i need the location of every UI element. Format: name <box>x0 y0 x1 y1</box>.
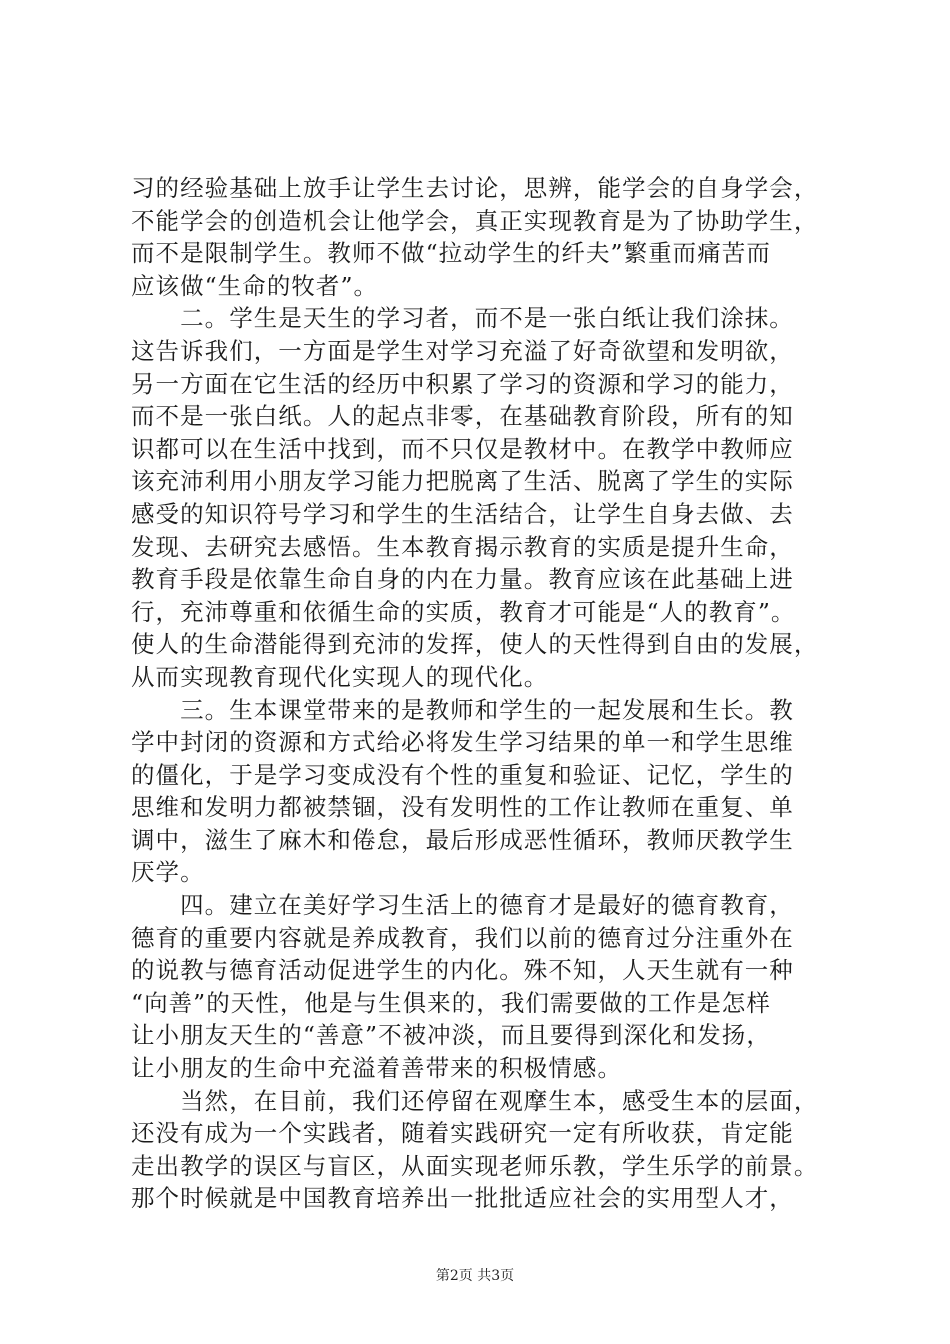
text-line: 从而实现教育现代化实现人的现代化。 <box>131 662 549 691</box>
text-line: 二。学生是天生的学习者，而不是一张白纸让我们涂抹。 <box>131 304 794 333</box>
text-line: 调中，滋生了麻木和倦怠，最后形成恶性循环，教师厌教学生 <box>131 825 794 854</box>
text-line: 当然，在目前，我们还停留在观摩生本，感受生本的层面， <box>131 1086 819 1115</box>
text-line: 让小朋友天生的“善意”不被冲淡，而且要得到深化和发扬， <box>131 1021 771 1050</box>
text-line: 思维和发明力都被禁锢，没有发明性的工作让教师在重复、单 <box>131 793 794 822</box>
text-line: 学中封闭的资源和方式给必将发生学习结果的单一和学生思维 <box>131 728 794 757</box>
text-line: 这告诉我们，一方面是学生对学习充溢了好奇欲望和发明欲， <box>131 336 794 365</box>
text-line: 而不是一张白纸。人的起点非零，在基础教育阶段，所有的知 <box>131 402 794 431</box>
text-line: 教育手段是依靠生命自身的内在力量。教育应该在此基础上进 <box>131 565 794 594</box>
text-line: 应该做“生命的牧者”。 <box>131 271 379 300</box>
text-line: 还没有成为一个实践者，随着实践研究一定有所收获，肯定能 <box>131 1119 794 1148</box>
text-line: 发现、去研究去感悟。生本教育揭示教育的实质是提升生命， <box>131 532 794 561</box>
text-line: 的僵化，于是学习变成没有个性的重复和验证、记忆，学生的 <box>131 760 794 789</box>
text-line: 而不是限制学生。教师不做“拉动学生的纤夫”繁重而痛苦而 <box>131 239 771 268</box>
text-line: 走出教学的误区与盲区，从面实现老师乐教，学生乐学的前景。 <box>131 1151 819 1180</box>
text-line: 那个时候就是中国教育培养出一批批适应社会的实用型人才， <box>131 1184 794 1213</box>
text-line: 不能学会的创造机会让他学会，真正实现教育是为了协助学生， <box>131 206 819 235</box>
text-line: “向善”的天性，他是与生俱来的，我们需要做的工作是怎样 <box>131 988 771 1017</box>
text-line: 的说教与德育活动促进学生的内化。殊不知，人天生就有一种 <box>131 956 794 985</box>
text-line: 让小朋友的生命中充溢着善带来的积极情感。 <box>131 1054 622 1083</box>
text-line: 行，充沛尊重和依循生命的实质，教育才可能是“人的教育”。 <box>131 597 796 626</box>
text-line: 感受的知识符号学习和学生的生活结合，让学生自身去做、去 <box>131 499 794 528</box>
body-text <box>131 172 831 1215</box>
page-number-label: 第2页 共3页 <box>435 1268 515 1284</box>
text-line: 该充沛利用小朋友学习能力把脱离了生活、脱离了学生的实际 <box>131 467 794 496</box>
text-line: 德育的重要内容就是养成教育，我们以前的德育过分注重外在 <box>131 923 794 952</box>
text-line: 三。生本课堂带来的是教师和学生的一起发展和生长。教 <box>131 695 794 724</box>
text-line: 使人的生命潜能得到充沛的发挥，使人的天性得到自由的发展， <box>131 630 819 659</box>
text-line: 四。建立在美好学习生活上的德育才是最好的德育教育， <box>131 891 794 920</box>
text-line: 习的经验基础上放手让学生去讨论，思辨，能学会的自身学会， <box>131 174 819 202</box>
text-line: 另一方面在它生活的经历中积累了学习的资源和学习的能力， <box>131 369 794 398</box>
text-line: 厌学。 <box>131 858 205 887</box>
text-line: 识都可以在生活中找到，而不只仅是教材中。在教学中教师应 <box>131 434 794 463</box>
page-footer <box>0 1265 950 1285</box>
